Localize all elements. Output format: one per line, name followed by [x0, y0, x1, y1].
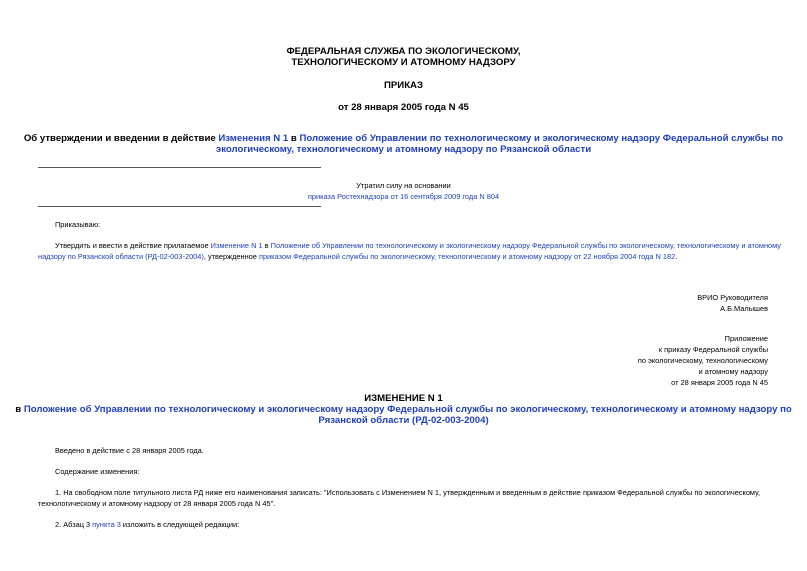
item2-text-b: изложить в следующей редакции:: [120, 520, 240, 529]
change-item2: [55, 519, 239, 530]
p1-text-c: , утвержденное: [203, 252, 259, 261]
document-title-line2: [0, 144, 807, 156]
signature-position: ВРИО Руководителя: [697, 293, 768, 302]
change-subtitle-line2: [0, 415, 807, 427]
repeal-note-link-line: [0, 191, 807, 202]
change-subtitle: [0, 404, 807, 416]
change-item1-line2: технологическому и атомному надзору от 28 января 2005 года N 45".: [38, 499, 276, 508]
signature-name: А.Б.Малышев: [720, 304, 768, 313]
p1-link-change[interactable]: Изменение N 1: [210, 241, 263, 250]
title-mid: в: [288, 133, 300, 144]
p1-link-order-182[interactable]: приказом Федеральной службы по экологическому, технологическому и атомному надзору от 22 ноября 2004 года N 182: [258, 252, 676, 261]
p1-link-regulation[interactable]: Положение об Управлении по технологическому и экологическому надзору Федеральной службы по экологическому, технологическому и атомному: [270, 241, 781, 250]
effective-date: Введено в действие с 28 января 2005 года.: [55, 446, 204, 455]
change-item1-line1: 1. На свободном поле титульного листа РД ниже его наименования записать: "Использовать с Изменением N 1, утвержденным и введенным в действие приказом Федеральной службы по экологическому,: [55, 488, 761, 497]
item2-link-point3[interactable]: пункта 3: [92, 520, 121, 529]
change-title: ИЗМЕНЕНИЕ N 1: [364, 393, 443, 404]
title-prefix: Об утверждении и введении в действие: [23, 133, 219, 144]
appendix-line5: от 28 января 2005 года N 45: [671, 378, 768, 387]
order-paragraph-line2: [38, 251, 677, 262]
agency-name-line1: ФЕДЕРАЛЬНАЯ СЛУЖБА ПО ЭКОЛОГИЧЕСКОМУ,: [286, 46, 521, 57]
order-word: Приказываю:: [55, 220, 101, 229]
p1-text-b: в: [262, 241, 271, 250]
p1-text-a: Утвердить и ввести в действие прилагаемое: [55, 241, 211, 250]
p1-text-d: .: [675, 252, 678, 261]
agency-name-line2: ТЕХНОЛОГИЧЕСКОМУ И АТОМНОМУ НАДЗОРУ: [291, 57, 516, 68]
document-type: ПРИКАЗ: [384, 80, 423, 91]
divider-top: [38, 167, 321, 168]
change-sub-link[interactable]: Положение об Управлении по технологическому и экологическому надзору Федеральной службы по экологическому, технологическому и атомному надзору по: [23, 404, 792, 415]
appendix-line1: Приложение: [724, 334, 768, 343]
document-title: [0, 133, 807, 145]
change-sub-prefix: в: [15, 404, 24, 415]
content-label: Содержание изменения:: [55, 467, 140, 476]
document-date: от 28 января 2005 года N 45: [338, 102, 469, 113]
item2-text-a: 2. Абзац 3: [55, 520, 93, 529]
order-paragraph-line1: [55, 240, 781, 251]
p1-link-regulation-cont[interactable]: надзору по Рязанской области (РД-02-003-2004): [38, 252, 204, 261]
title-link-change[interactable]: Изменения N 1: [218, 133, 289, 144]
repeal-order-link[interactable]: приказа Ростехнадзора от 16 сентября 2009 года N 804: [307, 192, 500, 201]
repeal-note: Утратил силу на основании: [356, 181, 451, 190]
change-sub-link-cont[interactable]: Рязанской области (РД-02-003-2004): [318, 415, 489, 426]
divider-bottom: [38, 206, 321, 207]
appendix-line2: к приказу Федеральной службы: [658, 345, 768, 354]
title-link-regulation[interactable]: Положение об Управлении по технологическому и экологическому надзору Федеральной службы по: [299, 133, 784, 144]
title-link-regulation-cont[interactable]: экологическому, технологическому и атомному надзору по Рязанской области: [215, 144, 592, 155]
appendix-line3: по экологическому, технологическому: [637, 356, 768, 365]
appendix-line4: и атомному надзору: [698, 367, 768, 376]
